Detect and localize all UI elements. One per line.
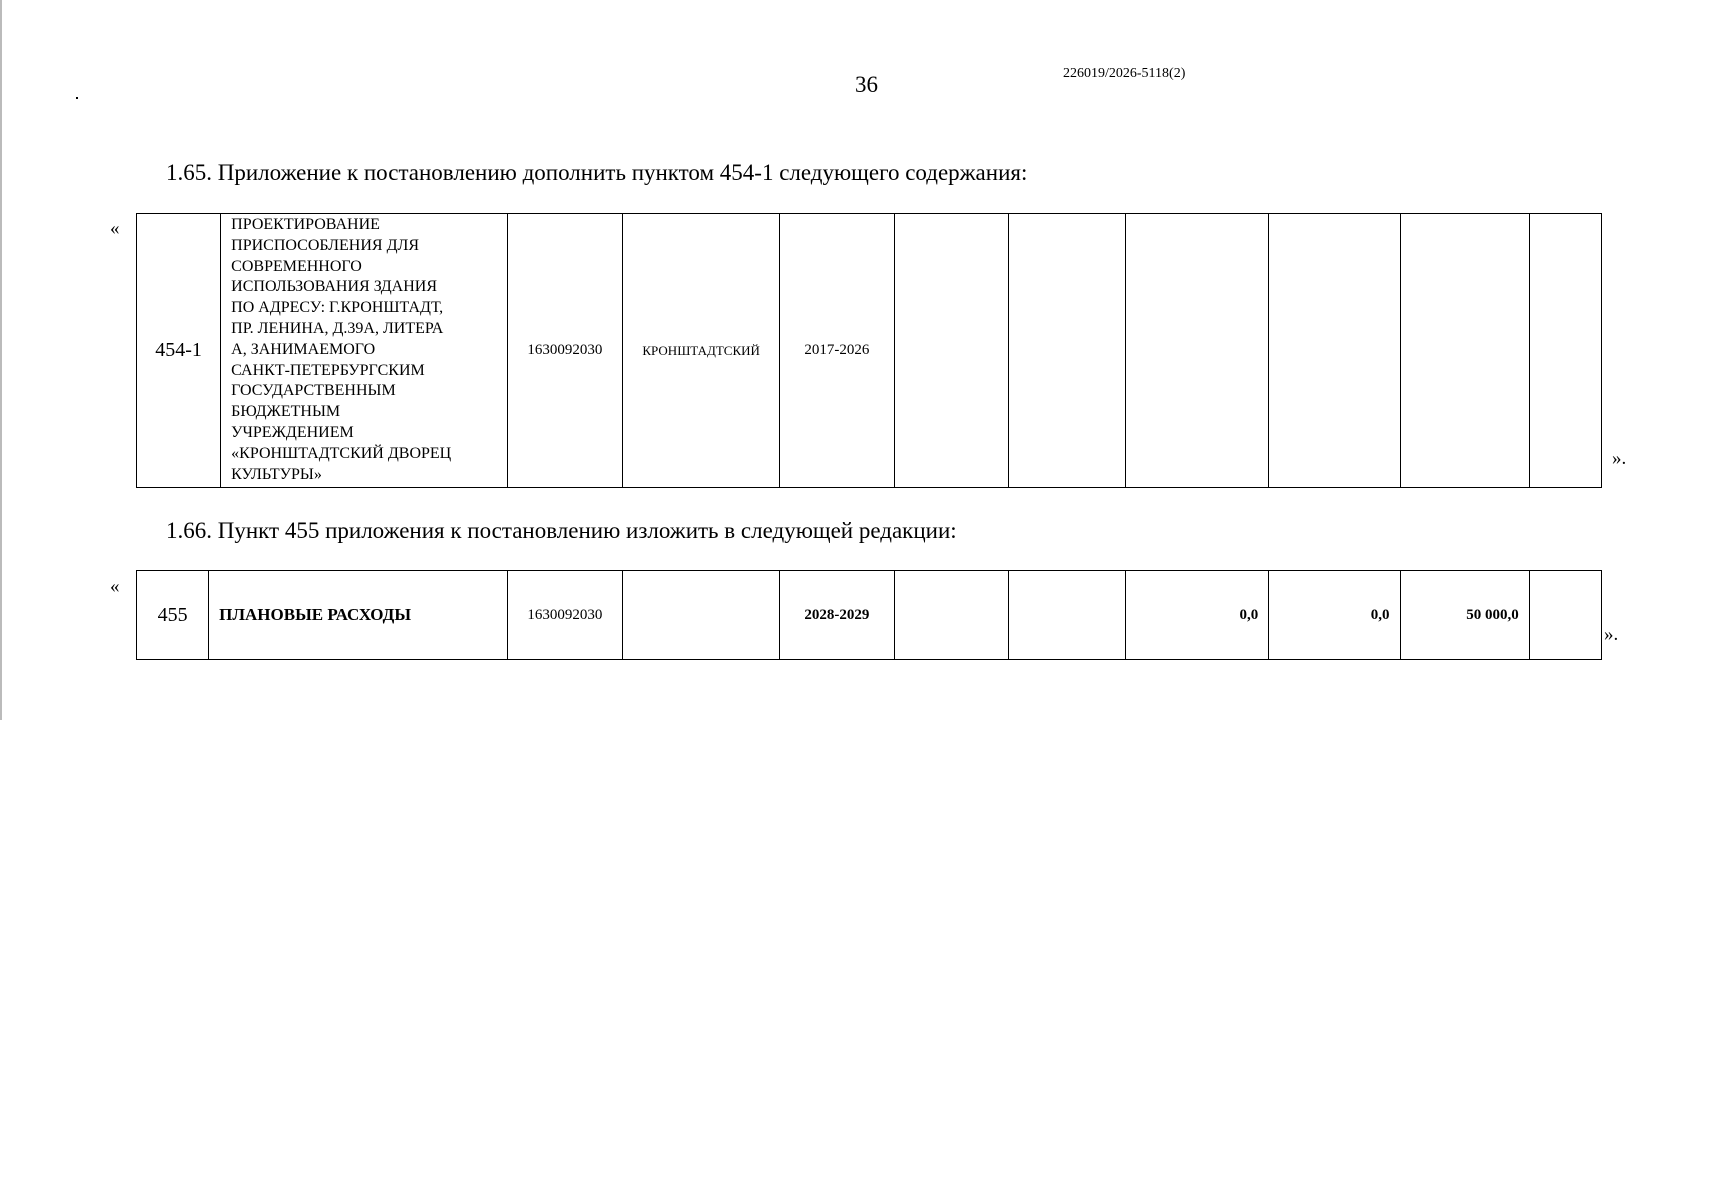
item-name-line: ПО АДРЕСУ: Г.КРОНШТАДТ,	[231, 299, 444, 317]
cell-col8: 0,0	[1125, 571, 1268, 660]
close-quote: ».	[1604, 624, 1619, 645]
table-item-454-1	[136, 213, 1602, 488]
cell-col8	[1125, 214, 1268, 488]
item-name-line: СОВРЕМЕННОГО	[231, 257, 362, 275]
item-name	[221, 214, 508, 488]
item-number: 454-1	[137, 214, 221, 488]
cell-col11	[1529, 571, 1601, 660]
budget-code: 1630092030	[507, 214, 622, 488]
table-item-455	[136, 570, 1602, 660]
cell-col7	[1008, 214, 1125, 488]
document-id: 226019/2026-5118(2)	[1063, 66, 1186, 81]
table-row	[137, 214, 1602, 488]
item-name-line: А, ЗАНИМАЕМОГО	[231, 340, 376, 358]
page-number: 36	[855, 72, 878, 97]
close-quote: ».	[1612, 448, 1627, 469]
item-name-line: «КРОНШТАДТСКИЙ ДВОРЕЦ	[231, 444, 452, 462]
item-name-line: БЮДЖЕТНЫМ	[231, 403, 341, 421]
scan-edge	[0, 0, 2, 720]
paragraph-1-65: 1.65. Приложение к постановлению дополнить пунктом 454-1 следующего содержания:	[166, 160, 1028, 185]
item-name-line: ИСПОЛЬЗОВАНИЯ ЗДАНИЯ	[231, 278, 437, 296]
item-name-line: КУЛЬТУРЫ»	[231, 465, 322, 483]
cell-col7	[1008, 571, 1125, 660]
cell-col11	[1529, 214, 1601, 488]
item-name-line: ПР. ЛЕНИНА, Д.39А, ЛИТЕРА	[231, 319, 444, 337]
open-quote: «	[110, 218, 120, 239]
cell-col10	[1400, 214, 1529, 488]
budget-code: 1630092030	[507, 571, 622, 660]
paragraph-1-66: 1.66. Пункт 455 приложения к постановлению изложить в следующей редакции:	[166, 518, 957, 543]
item-name-line: ПРОЕКТИРОВАНИЕ	[231, 216, 380, 233]
years: 2028-2029	[780, 571, 894, 660]
cell-col9: 0,0	[1269, 571, 1400, 660]
years: 2017-2026	[780, 214, 894, 488]
cell-col6	[894, 214, 1008, 488]
item-name: ПЛАНОВЫЕ РАСХОДЫ	[209, 571, 508, 660]
item-name-line: ГОСУДАРСТВЕННЫМ	[231, 382, 396, 400]
cell-col10: 50 000,0	[1400, 571, 1529, 660]
item-name-line: УЧРЕЖДЕНИЕМ	[231, 423, 354, 441]
item-number: 455	[137, 571, 209, 660]
open-quote: «	[110, 576, 120, 597]
district: КРОНШТАДТСКИЙ	[622, 214, 779, 488]
scan-speck	[76, 97, 78, 99]
cell-col9	[1269, 214, 1400, 488]
table-row	[137, 571, 1602, 660]
district	[622, 571, 779, 660]
cell-col6	[894, 571, 1008, 660]
item-name-line: ПРИСПОСОБЛЕНИЯ ДЛЯ	[231, 236, 420, 254]
item-name-line: САНКТ-ПЕТЕРБУРГСКИМ	[231, 361, 425, 379]
